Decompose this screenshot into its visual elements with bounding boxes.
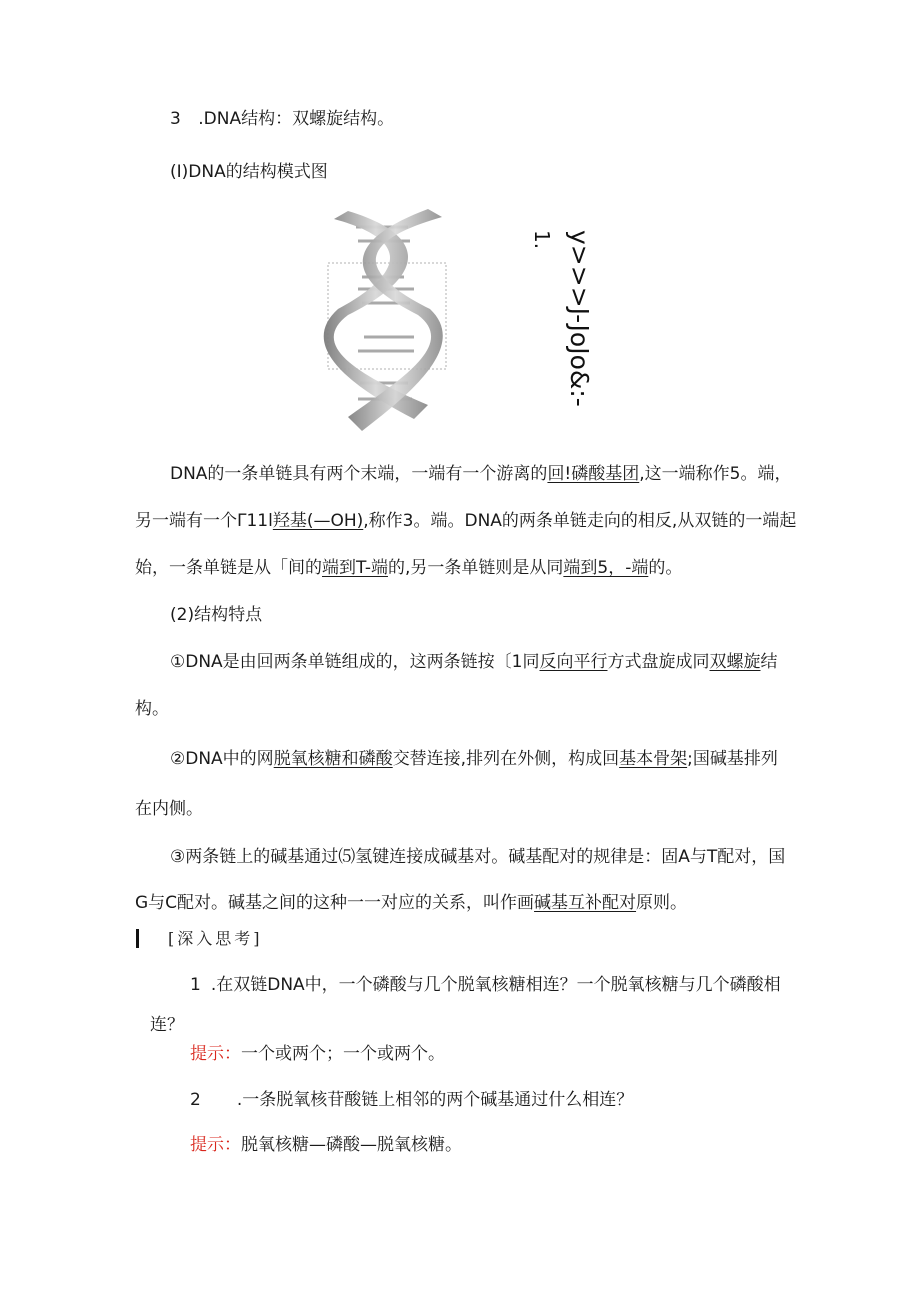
text-run: ①DNA是由回两条单链组成的，这两条链按〔1同	[170, 652, 540, 672]
figure-side-text-b: 1.	[530, 230, 554, 250]
answer-antiparallel: 反向平行	[539, 652, 608, 672]
text-run: ②DNA中的网	[170, 749, 274, 769]
question-1	[190, 973, 781, 997]
answer-phosphate: 回!磷酸基团	[547, 464, 640, 484]
answer-direction-2: 端到5，-端	[563, 558, 649, 578]
text-run: 方式盘旋成同	[607, 652, 710, 672]
paragraph-line	[170, 462, 792, 486]
hint-text: 脱氧核糖—磷酸—脱氧核糖。	[241, 1135, 462, 1155]
text-run: 的。	[648, 558, 683, 578]
answer-basic-skeleton: 基本骨架	[619, 749, 688, 769]
feature-item-1	[170, 650, 778, 674]
text-run: 交替连接,排列在外侧，构成回	[392, 749, 620, 769]
feature-item-3: ③两条链上的碱基通过⑸氢键连接成碱基对。碱基配对的规律是：固A与T配对，国	[170, 847, 786, 867]
section-heading	[170, 107, 394, 131]
paragraph-line	[135, 509, 796, 533]
question-number: 1	[190, 975, 201, 995]
hint-label: 提示：	[190, 1044, 241, 1064]
text-run: 结	[760, 652, 778, 672]
answer-complementary-pairing: 碱基互补配对	[534, 893, 637, 913]
paragraph-line: 构。	[135, 699, 169, 719]
section-marker-bar	[136, 929, 139, 948]
text-run: ,这一端称作5。端，	[639, 464, 792, 484]
text-run: G与C配对。碱基之间的这种一一对应的关系，叫作画	[135, 893, 535, 913]
feature-item-2	[170, 747, 778, 771]
question-text: .一条脱氧核苷酸链上相邻的两个碱基通过什么相连？	[236, 1090, 634, 1110]
heading-text: .DNA结构：双螺旋结构。	[198, 109, 395, 129]
subheading-structure-diagram: (I)DNA的结构模式图	[170, 162, 328, 182]
answer-2	[190, 1133, 462, 1157]
answer-direction-1: 端到T-端	[322, 558, 388, 578]
text-run: 另一端有一个Γ11l	[135, 511, 273, 531]
figure-side-labels	[520, 230, 600, 440]
answer-1	[190, 1042, 445, 1066]
text-run: 的,另一条单链则是从同	[387, 558, 564, 578]
question-number: 2	[190, 1090, 201, 1110]
deep-thinking-label: [深入思考]	[168, 929, 263, 948]
answer-double-helix: 双螺旋	[709, 652, 761, 672]
paragraph-line	[135, 891, 687, 915]
figure-side-text-a: y>>>J-JoJo&:-	[565, 230, 594, 407]
hint-label: 提示：	[190, 1135, 241, 1155]
paragraph-line	[135, 556, 682, 580]
text-run: DNA的一条单链具有两个末端，一端有一个游离的	[170, 464, 548, 484]
paragraph-line: 在内侧。	[135, 799, 203, 819]
answer-backbone-components: 脱氧核糖和磷酸	[273, 749, 393, 769]
dna-helix-figure	[318, 205, 458, 437]
text-run: ,称作3。端。DNA的两条单链走向的相反,从双链的一端起	[363, 511, 797, 531]
answer-hydroxyl: 羟基(—OH)	[272, 511, 364, 531]
question-2	[190, 1088, 633, 1112]
subheading-features: (2)结构特点	[170, 605, 263, 625]
text-run: ;国碱基排列	[687, 749, 778, 769]
hint-text: 一个或两个；一个或两个。	[241, 1044, 445, 1064]
text-run: 原则。	[636, 893, 688, 913]
text-run: 始，一条单链是从「间的	[135, 558, 322, 578]
heading-number: 3	[170, 109, 181, 129]
question-text: .在双链DNA中，一个磷酸与几个脱氧核糖相连？一个脱氧核糖与几个磷酸相	[210, 975, 781, 995]
question-1-cont: 连？	[150, 1015, 184, 1035]
